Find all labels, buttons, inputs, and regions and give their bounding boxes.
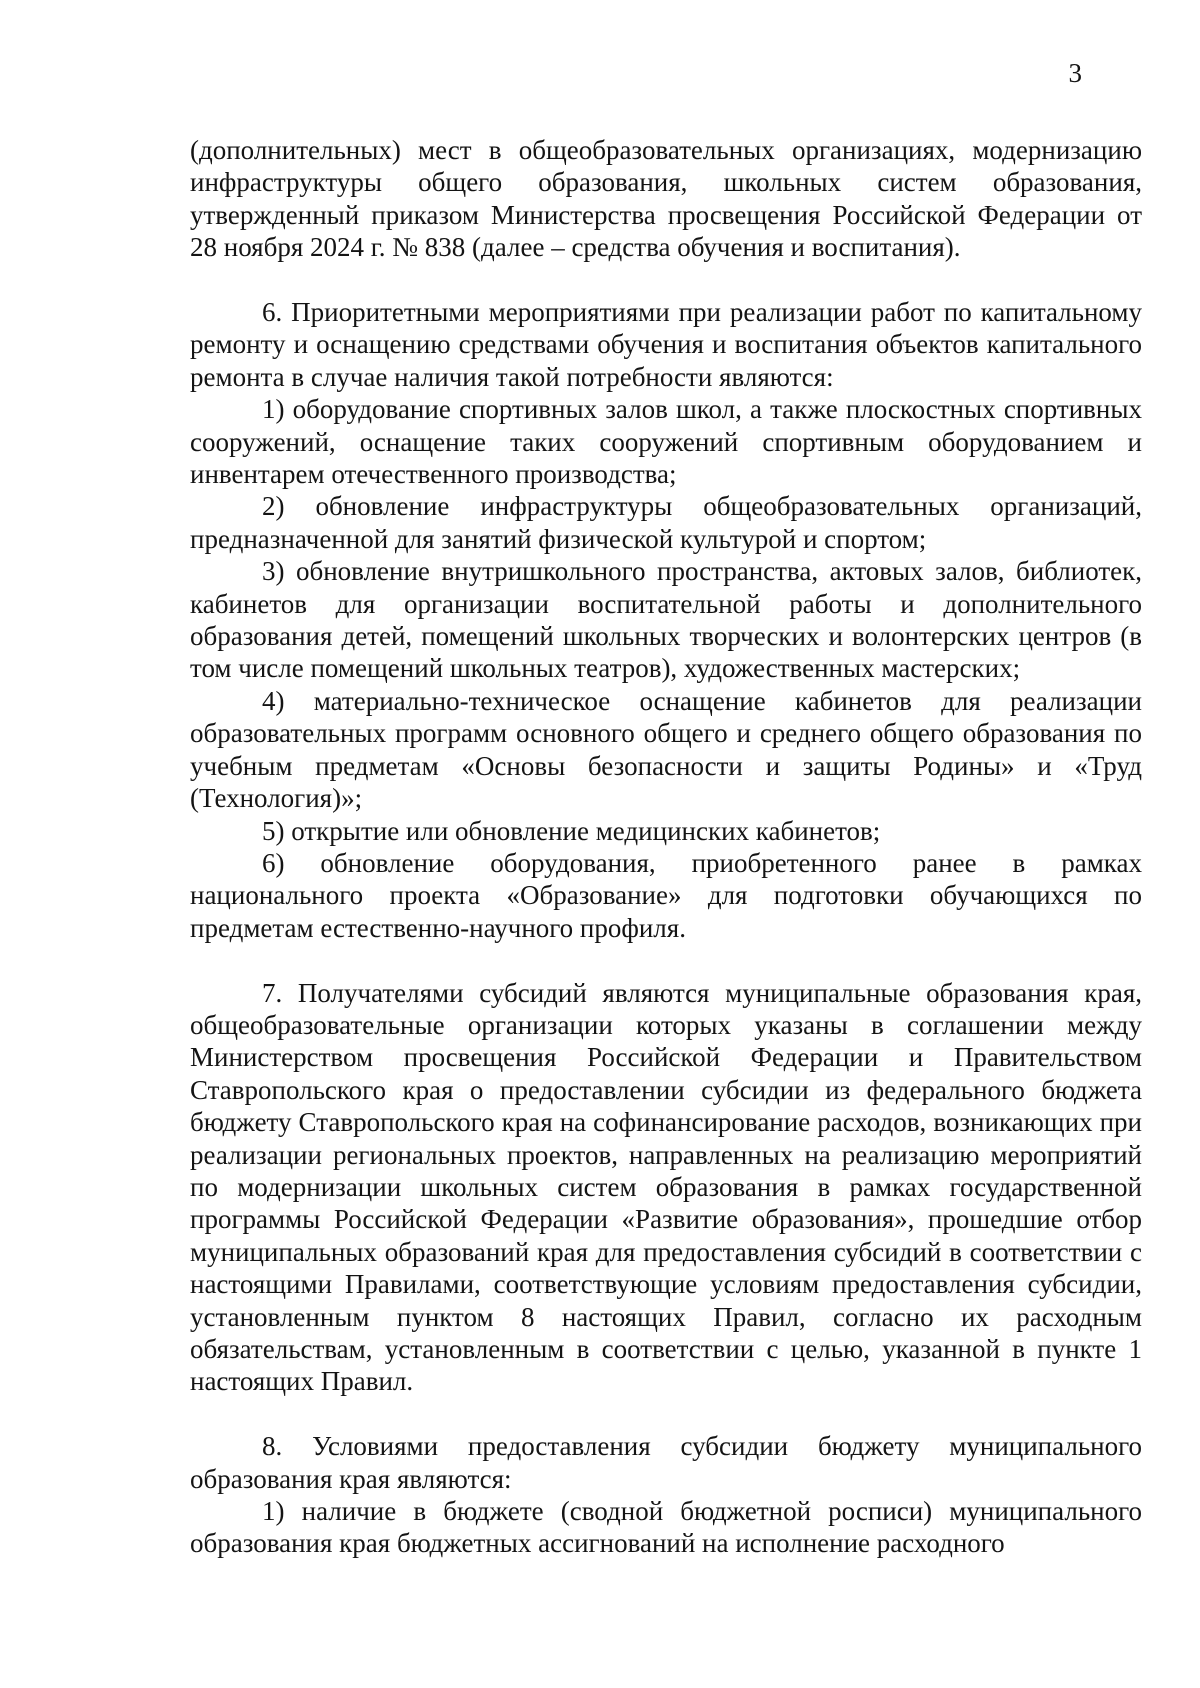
paragraph-continuation: (дополнительных) мест в общеобразовательных организациях, модернизацию инфраструктуры общего образования, школьных систем образования, утвержденный приказом Министерства просвещения Российской Федерации от 28 ноября 2024 г. № 838 (далее – средства обучения и воспитания).: [190, 135, 1142, 263]
page-number: 3: [1068, 58, 1082, 88]
list-item-8-1: 1) наличие в бюджете (сводной бюджетной росписи) муниципального образования края бюджетных ассигнований на исполнение расходного: [190, 1496, 1142, 1559]
paragraph-clause-6: 6. Приоритетными мероприятиями при реализации работ по капитальному ремонту и оснащению средствами обучения и воспитания объектов капитального ремонта в случае наличия такой потребности являются:: [190, 297, 1142, 392]
list-item-6-1: 1) оборудование спортивных залов школ, а также плоскостных спортивных сооружений, оснащение таких сооружений спортивным оборудованием и инвентарем отечественного производства;: [190, 394, 1142, 490]
list-item-6-3: 3) обновление внутришкольного пространства, актовых залов, библиотек, кабинетов для организации воспитательной работы и дополнительного образования детей, помещений школьных творческих и волонтерских центров (в том числе помещений школьных театров), художественных мастерских;: [190, 556, 1142, 684]
paragraph-clause-7: 7. Получателями субсидий являются муниципальные образования края, общеобразовательные организации которых указаны в соглашении между Министерством просвещения Российской Федерации и Правительством Ставропольского края о предоставлении субсидии из федерального бюджета бюджету Ставропольского края на софинансирование расходов, возникающих при реализации региональных проектов, направленных на реализацию мероприятий по модернизации школьных систем образования в рамках государственной программы Российской Федерации «Развитие образования», прошедшие отбор муниципальных образований края для предоставления субсидий в соответствии с настоящими Правилами, соответствующие условиям предоставления субсидии, установленным пунктом 8 настоящих Правил, согласно их расходным обязательствам, установленным в соответствии с целью, указанной в пункте 1 настоящих Правил.: [190, 977, 1142, 1397]
paragraph-clause-8: 8. Условиями предоставления субсидии бюджету муниципального образования края являются:: [190, 1431, 1142, 1494]
list-item-6-4: 4) материально-техническое оснащение кабинетов для реализации образовательных программ основного общего и среднего общего образования по учебным предметам «Основы безопасности и защиты Родины» и «Труд (Технология)»;: [190, 685, 1142, 814]
list-item-6-5: 5) открытие или обновление медицинских кабинетов;: [262, 815, 881, 846]
document-body: [190, 134, 1142, 1560]
list-item-6-6: 6) обновление оборудования, приобретенного ранее в рамках национального проекта «Образование» для подготовки обучающихся по предметам естественно-научного профиля.: [190, 847, 1142, 943]
list-item-6-2: 2) обновление инфраструктуры общеобразовательных организаций, предназначенной для занятий физической культурой и спортом;: [190, 491, 1142, 554]
